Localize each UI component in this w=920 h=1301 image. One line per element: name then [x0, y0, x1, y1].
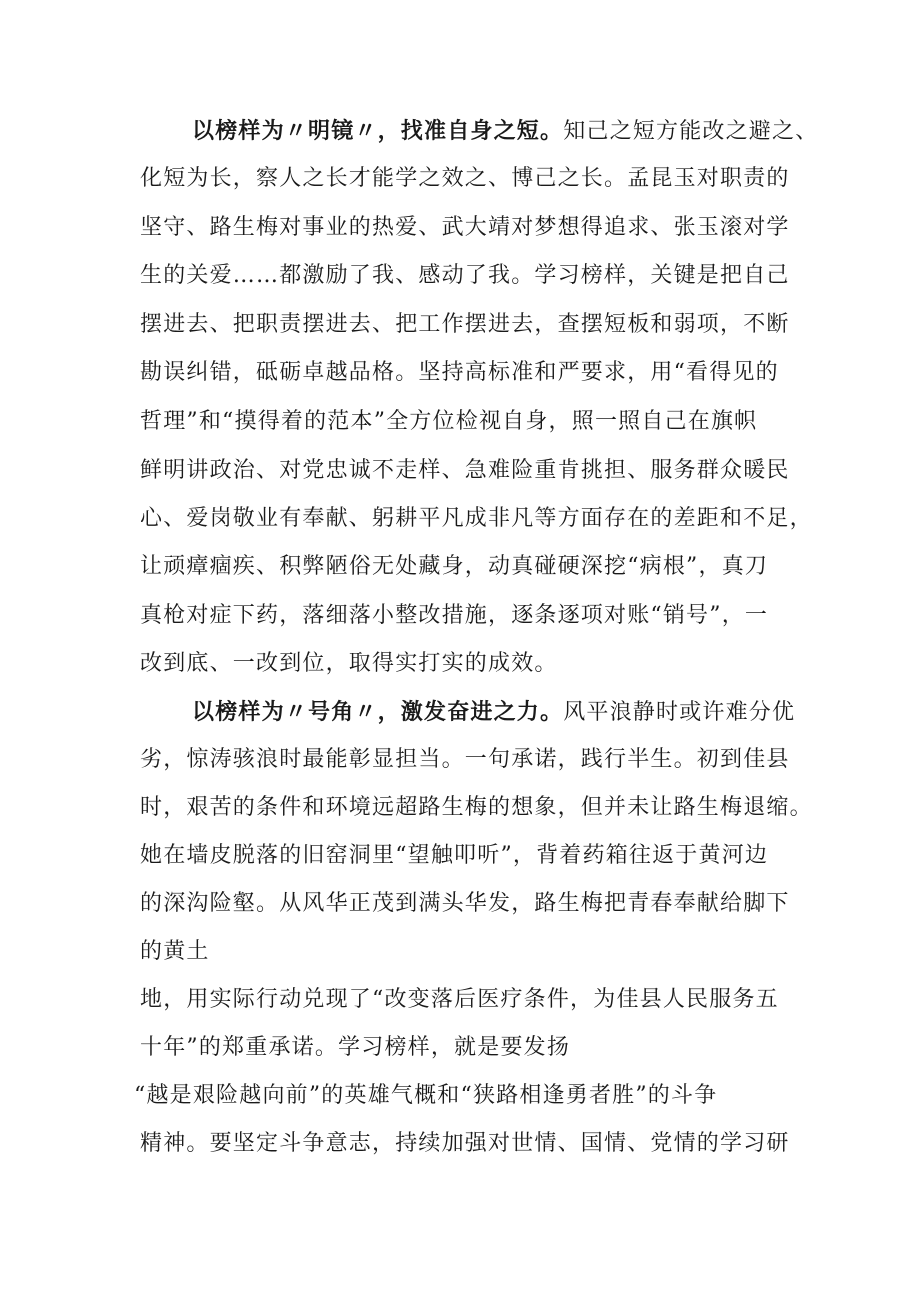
paragraph-2-line-10: 精神。要坚定斗争意志，持续加强对世情、国情、党情的学习研: [140, 1131, 790, 1156]
paragraph-2-line-9: “越是艰险越向前”的英雄气概和“狭路相逢勇者胜”的斗争: [134, 1083, 718, 1108]
paragraph-1-line-1: [192, 116, 818, 147]
paragraph-1-line-5: 摆进去、把职责摆进去、把工作摆进去，查摆短板和弱项，不断: [140, 312, 790, 337]
paragraph-2-text: 风平浪静时或许难分优: [563, 700, 796, 725]
paragraph-1-line-10: 让顽瘴痼疾、积弊陋俗无处藏身，动真碰硬深挖“病根”，真刀: [140, 554, 769, 579]
paragraph-2-line-3: 时，艰苦的条件和环境远超路生梅的想象，但并未让路生梅退缩。: [140, 795, 813, 820]
paragraph-1-line-12: 改到底、一改到位，取得实打实的成效。: [140, 651, 558, 676]
paragraph-1-line-3: 坚守、路生梅对事业的热爱、武大靖对梦想得追求、张玉滚对学: [140, 215, 790, 240]
paragraph-1-line-7: 哲理”和“摸得着的范本”全方位检视自身，照一照自己在旗帜: [140, 409, 758, 434]
paragraph-1-text: 知己之短方能改之避之、: [563, 119, 819, 144]
paragraph-2-line-7: 地，用实际行动兑现了“改变落后医疗条件，为佳县人民服务五: [140, 987, 779, 1012]
paragraph-1-heading: 以榜样为〃明镜〃，找准自身之短。: [192, 118, 564, 144]
paragraph-1-line-8: 鲜明讲政治、对党忠诚不走样、急难险重肯挑担、服务群众暖民: [140, 458, 790, 483]
paragraph-1-line-4: 生的关爱……都激励了我、感动了我。学习榜样，关键是把自己: [140, 263, 790, 288]
paragraph-2-line-8: 十年”的郑重承诺。学习榜样，就是要发扬: [140, 1035, 571, 1060]
paragraph-2-line-5: 的深沟险壑。从风华正茂到满头华发，路生梅把青春奉献给脚下: [140, 891, 790, 916]
paragraph-1-line-11: 真枪对症下药，落细落小整改措施，逐条逐项对账“销号”，一: [140, 603, 769, 628]
paragraph-1-line-9: 心、爱岗敬业有奉献、躬耕平凡成非凡等方面存在的差距和不足，: [140, 506, 813, 531]
paragraph-1-line-2: 化短为长，察人之长才能学之效之、博己之长。孟昆玉对职责的: [140, 166, 790, 191]
paragraph-2-line-1: [192, 697, 795, 728]
paragraph-1-line-6: 勘误纠错，砥砺卓越品格。坚持高标准和严要求，用“看得见的: [140, 360, 779, 385]
paragraph-2-line-4: 她在墙皮脱落的旧窑洞里“望触叩听”，背着药箱往返于黄河边: [140, 843, 769, 868]
paragraph-2-line-6: 的黄土: [140, 939, 210, 964]
paragraph-2-heading: 以榜样为〃号角〃，激发奋进之力。: [192, 699, 564, 725]
paragraph-2-line-2: 劣，惊涛骇浪时最能彰显担当。一句承诺，践行半生。初到佳县: [140, 747, 790, 772]
